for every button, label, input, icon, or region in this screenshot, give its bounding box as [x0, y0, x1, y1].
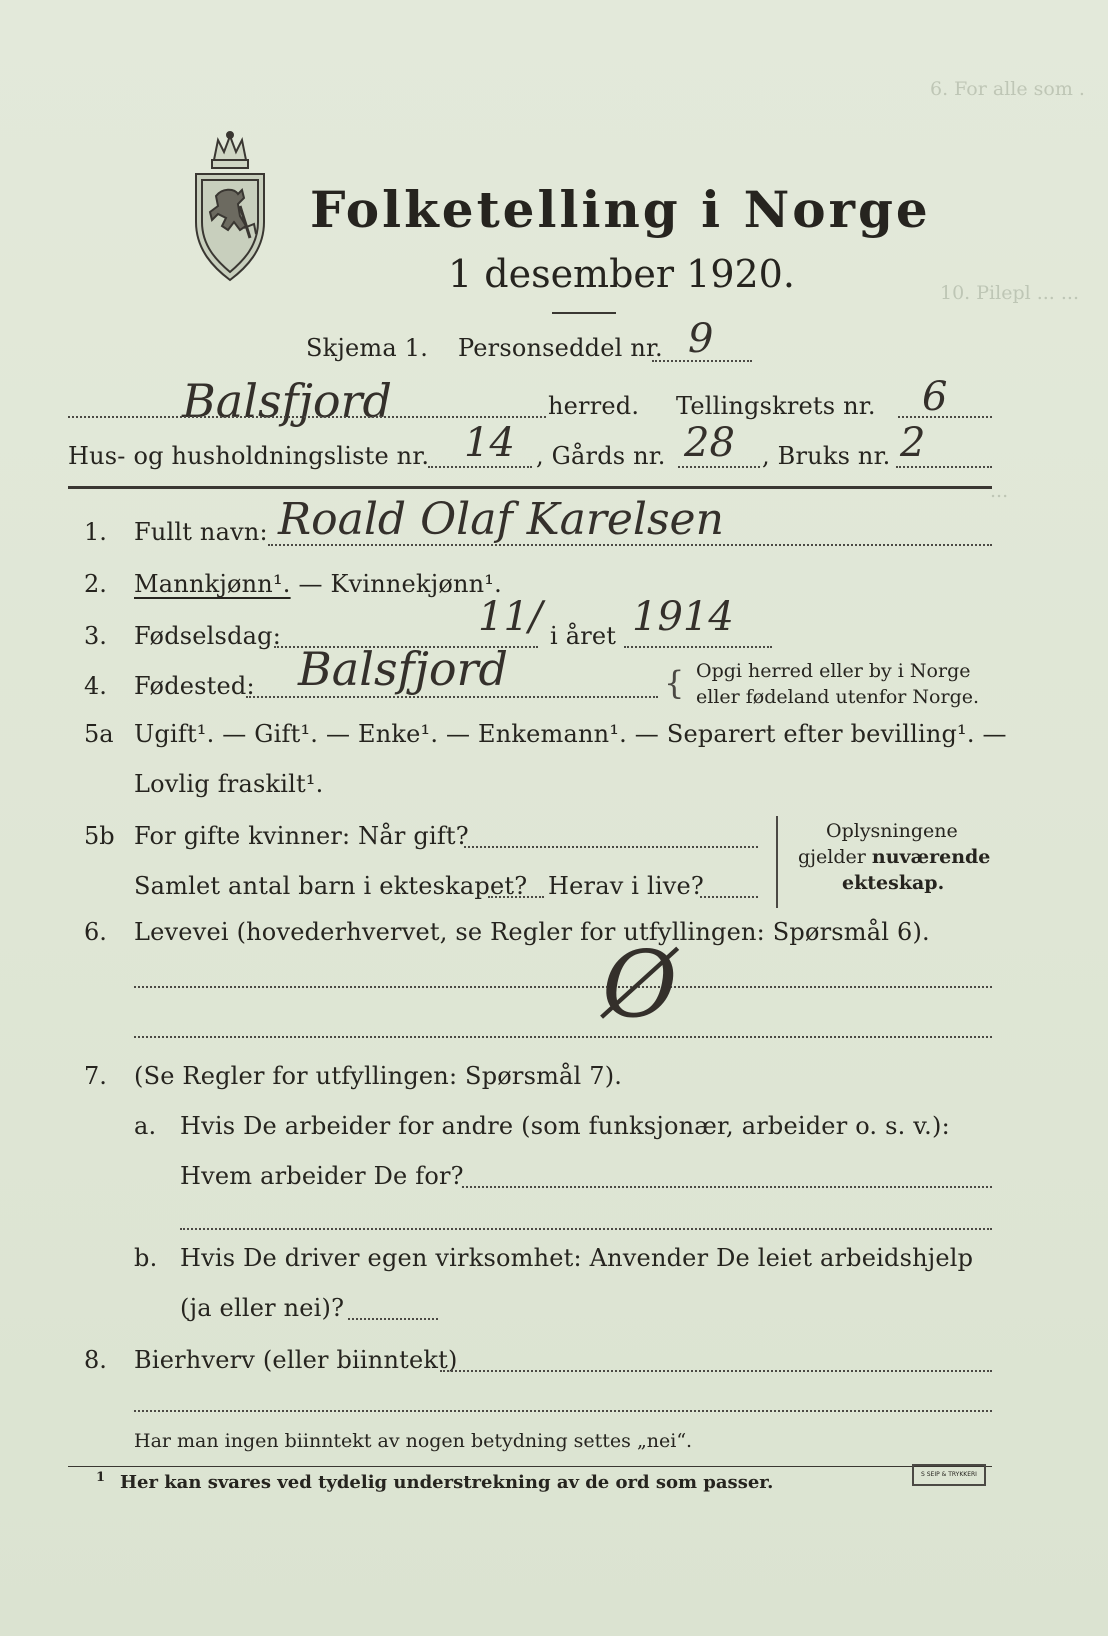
nei-note: Har man ingen biinntekt av nogen betydning settes „nei“. [134, 1430, 693, 1452]
birth-year-value: 1914 [632, 594, 734, 640]
children-alive-label: Herav i live? [548, 872, 704, 900]
employer-field-2[interactable] [180, 1228, 992, 1230]
birth-year-field[interactable] [624, 646, 772, 648]
q1-number: 1. [84, 518, 107, 546]
marriage-note-2a: gjelder [798, 846, 872, 868]
form-title: Folketelling i Norge [310, 180, 931, 239]
secondary-income-field-2[interactable] [134, 1410, 992, 1412]
hired-help-label: (ja eller nei)? [180, 1294, 345, 1322]
herred-field[interactable] [68, 416, 546, 418]
coat-of-arms-icon [188, 130, 272, 284]
marital-status-options: Ugift¹. — Gift¹. — Enke¹. — Enkemann¹. — Separert efter bevilling¹. — [134, 720, 1007, 748]
birthplace-brace: { [664, 664, 685, 702]
title-divider [552, 312, 616, 314]
q7b-letter: b. [134, 1244, 158, 1272]
bruks-value: 2 [900, 420, 926, 466]
gender-separator: — [290, 570, 331, 598]
secondary-income-field[interactable] [440, 1370, 992, 1372]
tellingskrets-label: Tellingskrets nr. [676, 392, 876, 420]
q7b-question: Hvis De driver egen virksomhet: Anvender De leiet arbeidshjelp [180, 1244, 974, 1272]
husholdningsliste-label: Hus- og husholdningsliste nr. [68, 442, 430, 470]
q6-number: 6. [84, 918, 107, 946]
occupation-label: Levevei (hovederhvervet, se Regler for utfyllingen: Spørsmål 6). [134, 918, 930, 946]
children-count-field[interactable] [488, 896, 544, 898]
q5b-number: 5b [84, 822, 115, 850]
marriage-note-2b: nuværende [871, 846, 991, 868]
birthday-value: 11/ [478, 594, 543, 640]
occupation-field-1[interactable] [134, 986, 992, 988]
q3-number: 3. [84, 622, 107, 650]
gards-label: , Gårds nr. [536, 442, 666, 470]
bleed-through-text: 6. For alle som . [930, 78, 1085, 100]
hired-help-field[interactable] [348, 1318, 438, 1320]
occupation-field-2[interactable] [134, 1036, 992, 1038]
herred-label: herred. [548, 392, 640, 420]
secondary-income-label: Bierhverv (eller biinntekt) [134, 1346, 458, 1374]
personseddel-label: Personseddel nr. [458, 334, 663, 362]
birthplace-note-2: eller fødeland utenfor Norge. [696, 686, 980, 708]
marriage-note-3: ekteskap. [842, 872, 945, 894]
birthday-label: Fødselsdag: [134, 622, 281, 650]
footnote-text [120, 1472, 773, 1493]
q8-number: 8. [84, 1346, 107, 1374]
female-option[interactable]: Kvinnekjønn¹. [330, 570, 502, 598]
birthplace-field[interactable] [246, 696, 658, 698]
bruks-field[interactable] [896, 466, 992, 468]
header-rule [68, 486, 992, 489]
footnote-rule [68, 1466, 992, 1467]
employer-field[interactable] [462, 1186, 992, 1188]
tellingskrets-value: 6 [922, 374, 948, 420]
birthplace-note-1: Opgi herred eller by i Norge [696, 660, 971, 682]
herred-value: Balsfjord [182, 374, 392, 428]
marriage-note-bracket [776, 816, 778, 908]
personseddel-value: 9 [688, 316, 714, 362]
male-option[interactable]: Mannkjønn¹. [134, 570, 291, 598]
employer-label: Hvem arbeider De for? [180, 1162, 464, 1190]
marital-status-divorced: Lovlig fraskilt¹. [134, 770, 324, 798]
printer-stamp: S SEIP & TRYKKERI [912, 1464, 986, 1486]
q7a-question: Hvis De arbeider for andre (som funksjonær, arbeider o. s. v.): [180, 1112, 950, 1140]
husholdningsliste-value: 14 [464, 420, 515, 466]
married-when-field[interactable] [464, 846, 758, 848]
husholdningsliste-field[interactable] [428, 466, 532, 468]
footnote-text-b: tydelig understrekning av de ord som passer. [318, 1472, 774, 1493]
gards-value: 28 [684, 420, 735, 466]
gender-line [134, 570, 502, 598]
occupation-value: Ø [602, 931, 678, 1038]
gards-field[interactable] [678, 466, 760, 468]
birth-year-label: i året [550, 622, 617, 650]
skjema-label: Skjema 1. [306, 334, 429, 362]
birthplace-label: Fødested: [134, 672, 255, 700]
full-name-label: Fullt navn: [134, 518, 268, 546]
q4-number: 4. [84, 672, 107, 700]
bleed-through-text: 10. Pilepl ... ... [940, 282, 1079, 304]
birthplace-value: Balsfjord [298, 642, 508, 696]
marriage-note-1: Oplysningene [826, 820, 958, 842]
q7-label: (Se Regler for utfyllingen: Spørsmål 7). [134, 1062, 623, 1090]
bruks-label: , Bruks nr. [762, 442, 891, 470]
form-date: 1 desember 1920. [448, 252, 795, 296]
married-when-label: For gifte kvinner: Når gift? [134, 822, 469, 850]
marriage-note-2 [798, 846, 990, 868]
q5a-number: 5a [84, 720, 114, 748]
q7a-letter: a. [134, 1112, 157, 1140]
children-alive-field[interactable] [700, 896, 758, 898]
bleed-through-text: ... [990, 480, 1009, 502]
footnote-mark: 1 [96, 1470, 106, 1485]
children-count-label: Samlet antal barn i ekteskapet? [134, 872, 528, 900]
full-name-value: Roald Olaf Karelsen [278, 494, 724, 545]
footnote-text-a: Her kan svares ved [120, 1472, 319, 1493]
q2-number: 2. [84, 570, 107, 598]
q7-number: 7. [84, 1062, 107, 1090]
